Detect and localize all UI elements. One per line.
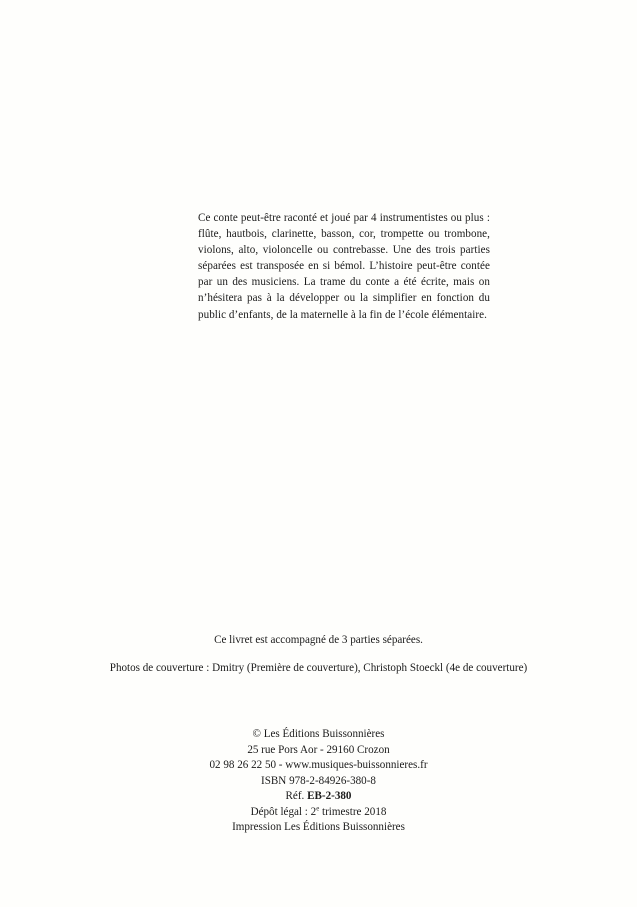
imprint-isbn: ISBN 978-2-84926-380-8 (261, 774, 376, 787)
imprint-publisher: © Les Éditions Buissonnières (252, 728, 385, 740)
imprint-reference (0, 789, 637, 805)
instrumentation-note (198, 210, 490, 323)
instrumentation-paragraph: Ce conte peut-être raconté et joué par 4 instrumentistes ou plus : flûte, hautbois, clarinette, basson, cor, trompette ou trombone, violons, alto, violoncelle ou contrebasse. Une des trois parties séparées est transposée en si bémol. L’histoire peut-être contée par un des musiciens. La trame du conte a été écrite, mais on n’hésitera pas à la développer ou la simplifier en fonction du public d’enfants, de la maternelle à la fin de l’école élémentaire. (198, 212, 490, 321)
legal-deposit-suffix: trimestre 2018 (319, 805, 387, 818)
booklet-note: Ce livret est accompagné de 3 parties séparées. (214, 634, 423, 646)
imprint-address: 25 rue Pors Aor - 29160 Crozon (247, 743, 390, 756)
imprint-block (0, 727, 637, 836)
imprint-reference-value: EB-2-380 (307, 790, 352, 802)
legal-deposit-ordinal: e (316, 804, 320, 812)
legal-deposit-prefix: Dépôt légal : 2 (250, 805, 317, 818)
imprint-legal-deposit (0, 805, 637, 821)
imprint-contact: 02 98 26 22 50 - www.musiques-buissonnieres.fr (209, 759, 428, 771)
imprint-printer: Impression Les Éditions Buissonnières (232, 821, 405, 833)
imprint-reference-label: Réf. (285, 790, 308, 802)
photo-credits: Photos de couverture : Dmitry (Première de couverture), Christoph Stoeckl (4e de couverture) (109, 662, 528, 674)
